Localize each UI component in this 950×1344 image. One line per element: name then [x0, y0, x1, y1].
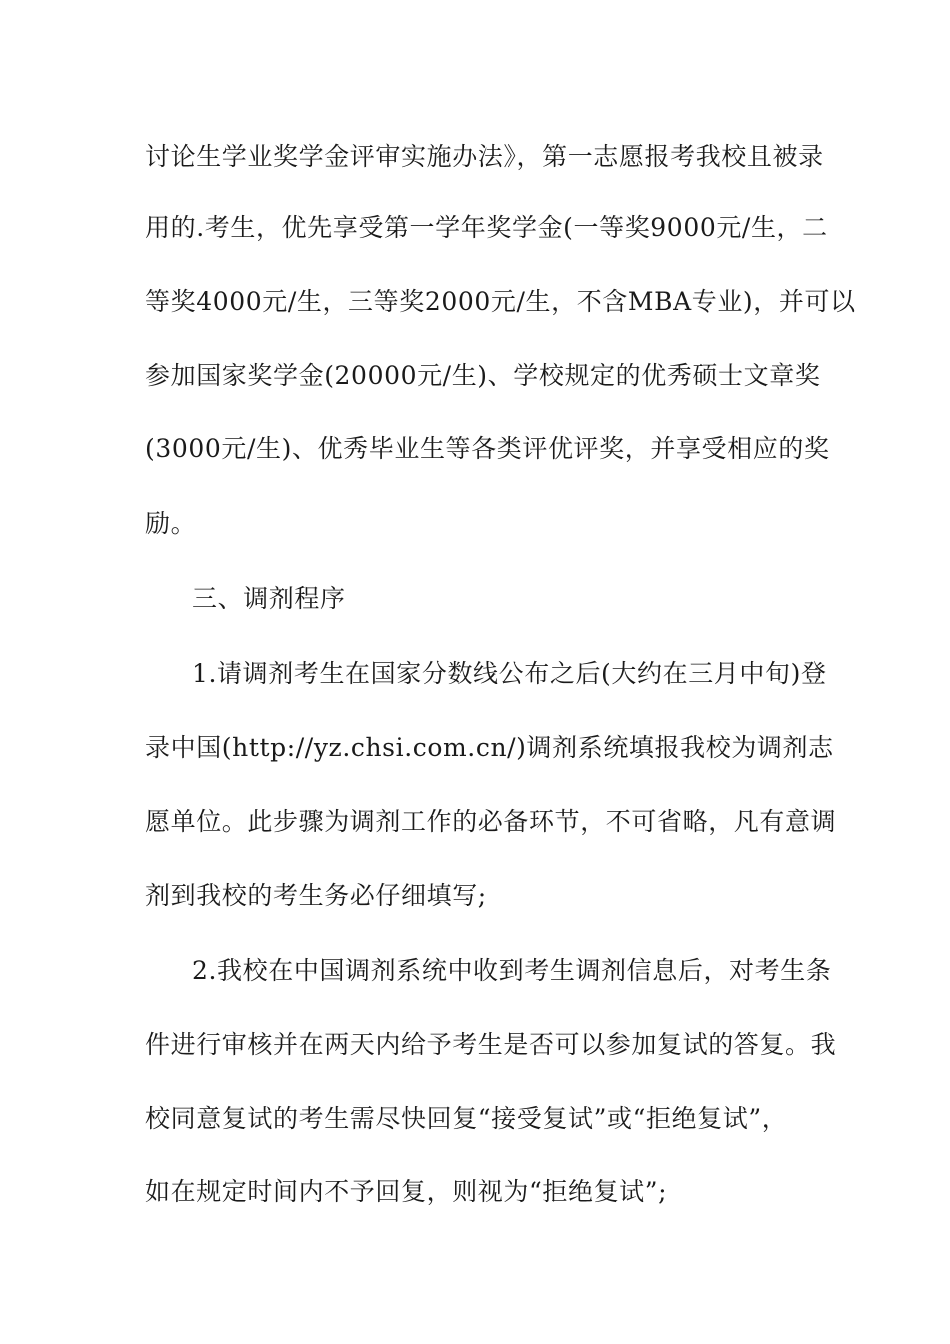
text-line: 等奖4000元/生，三等奖2000元/生，不含MBA专业)，并可以 [145, 287, 856, 316]
text-line: 讨论生学业奖学金评审实施办法》，第一志愿报考我校且被录 [145, 142, 824, 171]
text-line: 参加国家奖学金(20000元/生)、学校规定的优秀硕士文章奖 [145, 361, 821, 390]
text-line: 1.请调剂考生在国家分数线公布之后(大约在三月中旬)登 [192, 659, 827, 688]
text-line: 愿单位。此步骤为调剂工作的必备环节，不可省略，凡有意调 [145, 807, 837, 836]
text-line: 剂到我校的考生务必仔细填写; [145, 881, 487, 910]
text-line: 2.我校在中国调剂系统中收到考生调剂信息后，对考生条 [192, 956, 832, 985]
text-line: 录中国(http://yz.chsi.com.cn/)调剂系统填报我校为调剂志 [145, 733, 834, 762]
text-line: 用的.考生，优先享受第一学年奖学金(一等奖9000元/生，二 [145, 213, 828, 242]
text-line: 如在规定时间内不予回复，则视为“拒绝复试”; [145, 1177, 668, 1206]
text-line: 件进行审核并在两天内给予考生是否可以参加复试的答复。我 [145, 1030, 837, 1059]
text-line: 励。 [145, 509, 197, 538]
text-line: 校同意复试的考生需尽快回复“接受复试”或“拒绝复试”， [145, 1104, 788, 1133]
section-heading: 三、调剂程序 [192, 584, 346, 613]
text-line: (3000元/生)、优秀毕业生等各类评优评奖，并享受相应的奖 [145, 434, 830, 463]
